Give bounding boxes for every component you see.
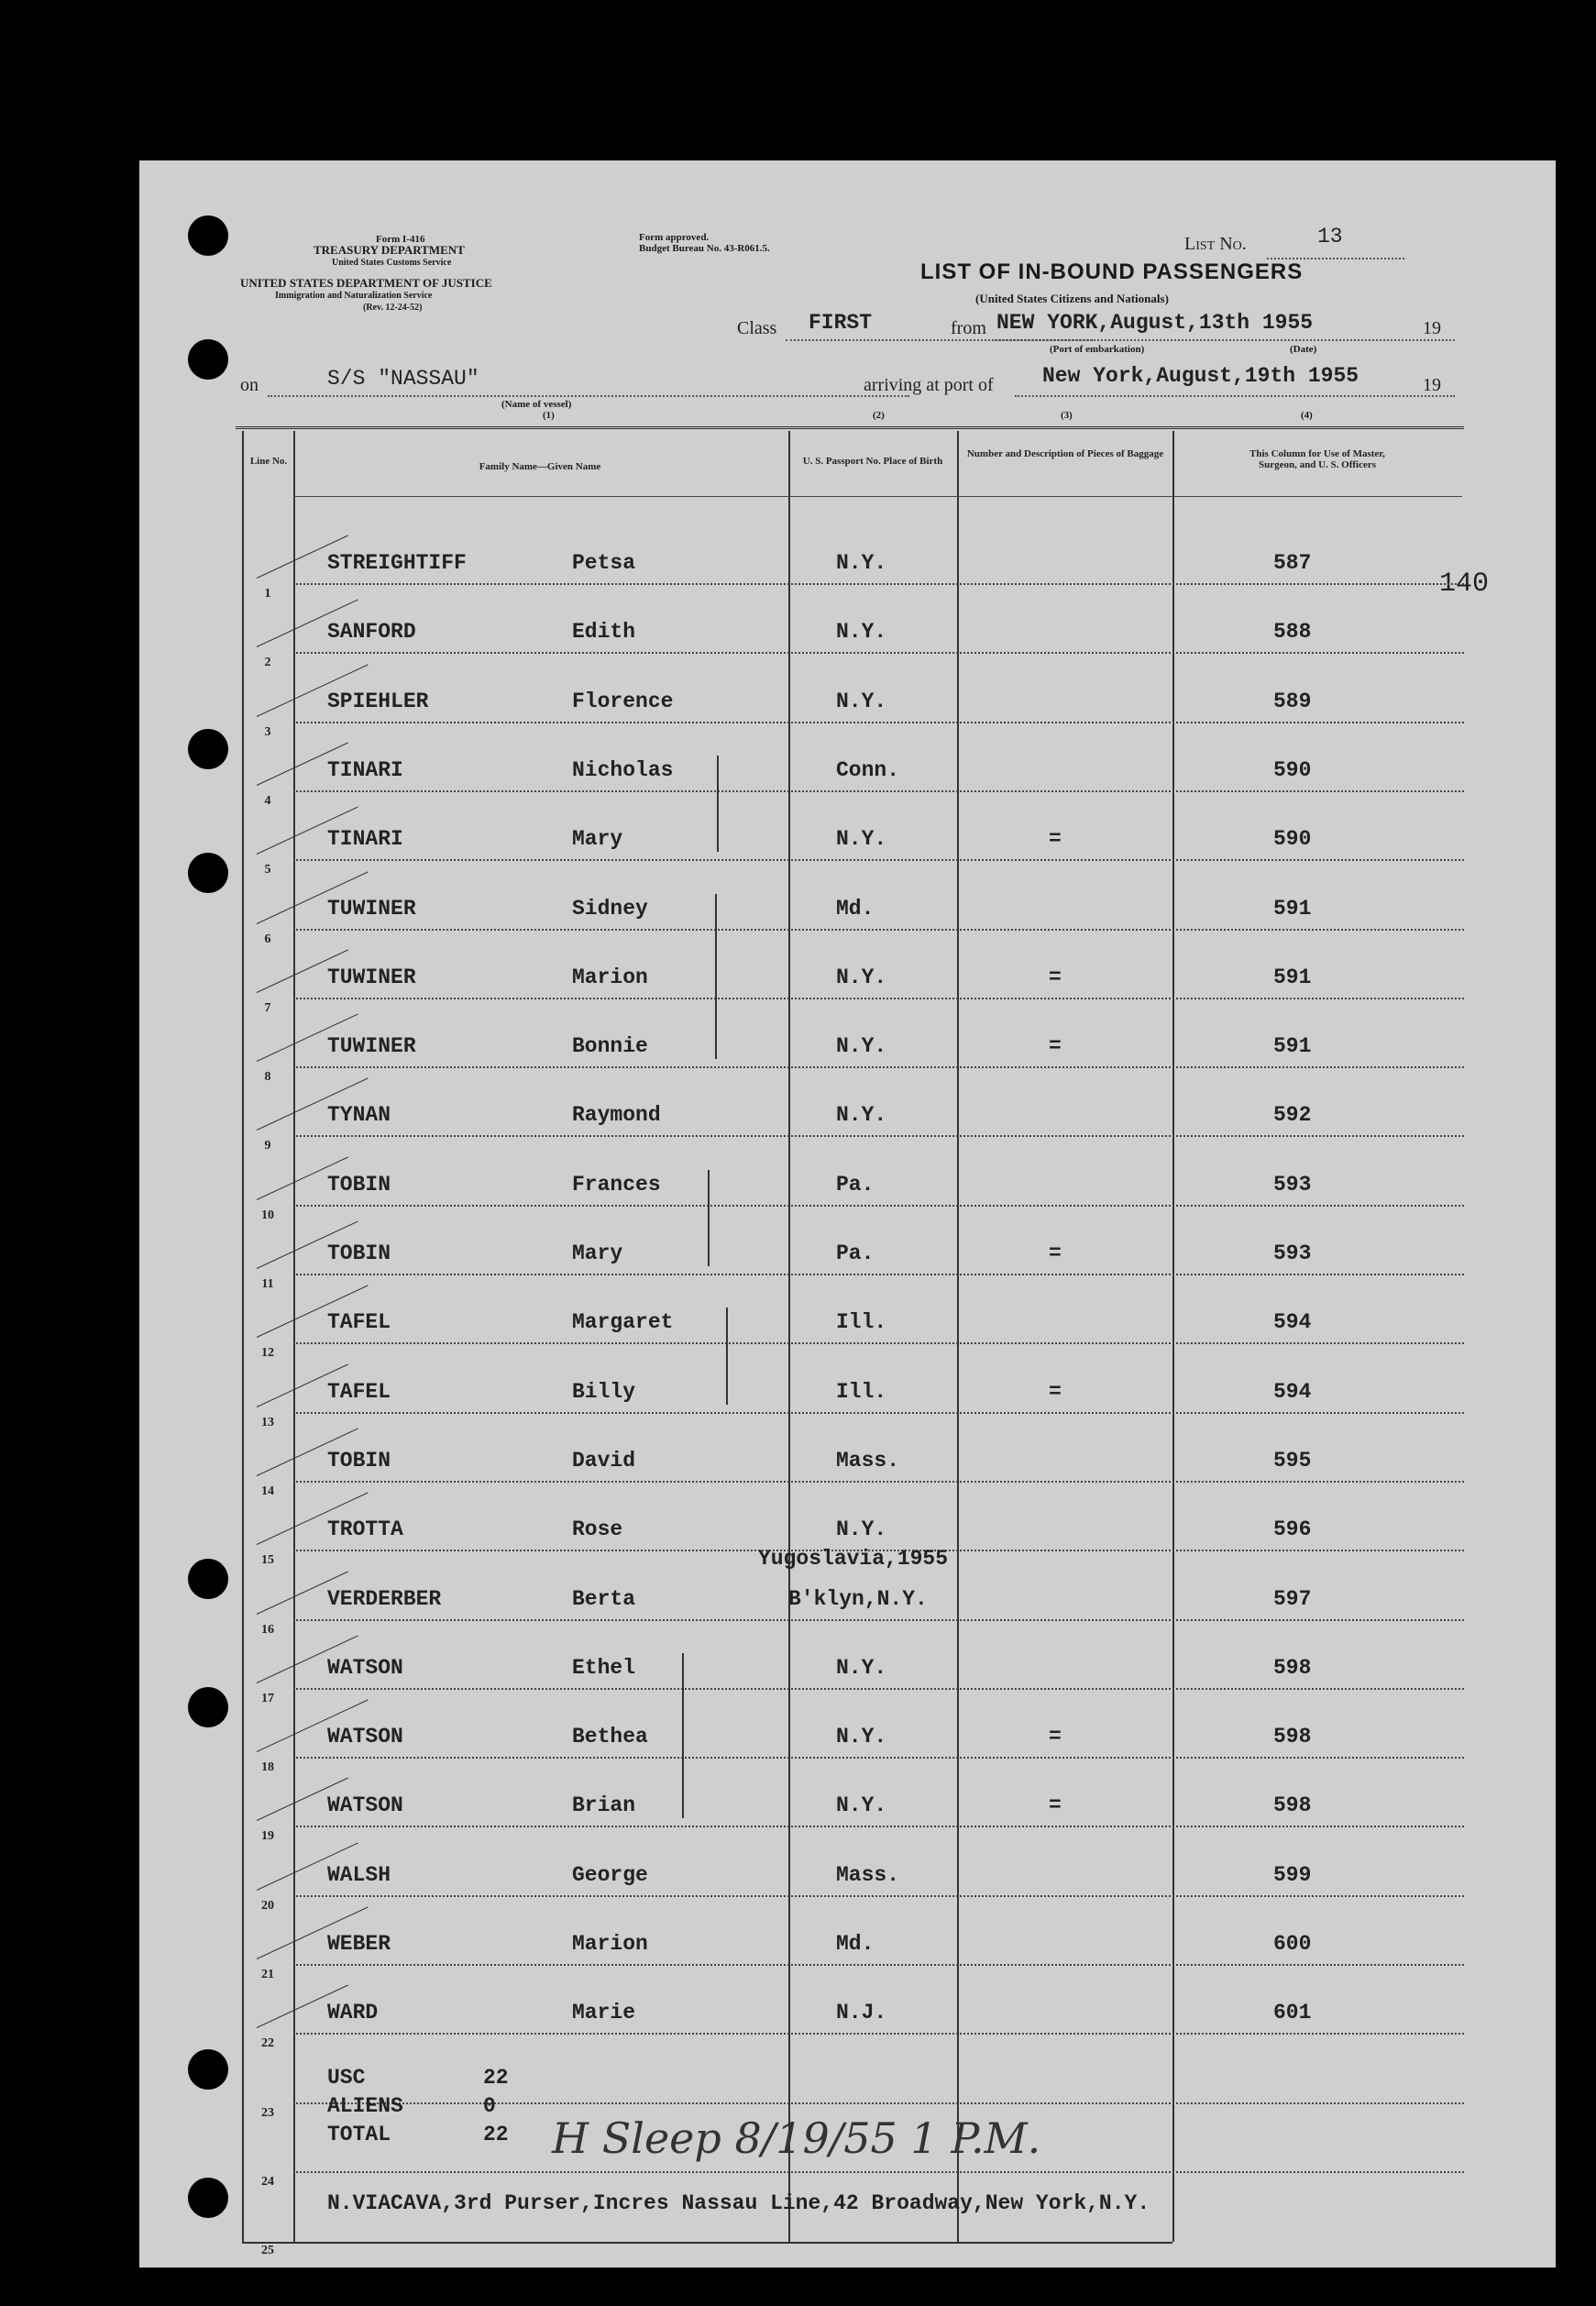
year-suffix-2: 19 xyxy=(1423,375,1441,395)
row-rule xyxy=(293,929,1464,931)
family-bracket xyxy=(717,756,719,852)
given-name: Petsa xyxy=(572,551,636,575)
punch-hole xyxy=(188,2178,228,2218)
family-name: TOBIN xyxy=(327,1172,391,1197)
given-name: Marion xyxy=(572,965,648,989)
baggage-mark: = xyxy=(1049,827,1062,852)
officer-number: 590 xyxy=(1273,827,1312,852)
col-header-baggage: Number and Description of Pieces of Baggage xyxy=(966,448,1164,459)
family-name: WARD xyxy=(327,2001,379,2025)
line-number: 24 xyxy=(261,2174,274,2189)
row-rule xyxy=(293,2033,1464,2035)
baggage-mark: = xyxy=(1049,1241,1062,1265)
given-name: Billy xyxy=(572,1379,636,1404)
officer-number: 592 xyxy=(1273,1103,1312,1128)
row-rule xyxy=(293,1688,1464,1690)
family-name: SPIEHLER xyxy=(327,689,429,713)
place-of-birth: N.Y. xyxy=(836,689,887,713)
officer-number: 587 xyxy=(1273,551,1312,575)
officer-number: 595 xyxy=(1273,1448,1312,1473)
officer-number: 594 xyxy=(1273,1310,1312,1335)
line-number: 5 xyxy=(264,863,271,877)
row-rule xyxy=(293,2102,1464,2104)
punch-hole xyxy=(188,339,228,380)
place-of-birth: Pa. xyxy=(836,1241,875,1265)
row-rule xyxy=(293,1135,1464,1137)
col-header-line-no: Line No. xyxy=(249,456,288,467)
list-no-value: 13 xyxy=(1317,225,1343,248)
line-number: 3 xyxy=(264,724,271,739)
given-name: Margaret xyxy=(572,1310,674,1335)
given-name: Bonnie xyxy=(572,1034,648,1059)
list-no-label: List No. xyxy=(1184,234,1247,254)
baggage-mark: = xyxy=(1049,1379,1062,1404)
officer-number: 593 xyxy=(1273,1241,1312,1265)
given-name: Nicholas xyxy=(572,757,674,782)
family-name: WATSON xyxy=(327,1655,403,1680)
place-of-birth: N.Y. xyxy=(836,1103,887,1128)
family-name: TINARI xyxy=(327,757,403,782)
place-of-birth: Md. xyxy=(836,1932,875,1956)
on-label: on xyxy=(240,375,259,395)
form-number: Form I-416 xyxy=(376,234,425,245)
line-number: 4 xyxy=(264,793,271,808)
total-value: 22 xyxy=(483,2123,509,2146)
total-value: 22 xyxy=(483,2066,509,2090)
line-number: 1 xyxy=(264,587,271,601)
vessel-caption: (Name of vessel) xyxy=(501,399,572,410)
port-embarkation-caption: (Port of embarkation) xyxy=(1050,344,1145,355)
row-rule xyxy=(293,1412,1464,1414)
given-name: Rose xyxy=(572,1517,623,1542)
given-name: Ethel xyxy=(572,1655,636,1680)
handwritten-signature: H Sleep 8/19/55 1 P.M. xyxy=(552,2113,1041,2163)
officer-number: 594 xyxy=(1273,1379,1312,1404)
line-number: 2 xyxy=(264,656,271,670)
page-title: LIST OF IN-BOUND PASSENGERS xyxy=(920,259,1304,284)
line-number: 22 xyxy=(261,2036,274,2051)
given-name: Edith xyxy=(572,620,636,645)
row-rule xyxy=(293,722,1464,723)
caption-1: (1) xyxy=(543,410,555,421)
row-rule xyxy=(293,998,1464,999)
punch-hole xyxy=(188,853,228,893)
baggage-mark: = xyxy=(1049,1793,1062,1818)
line-number: 18 xyxy=(261,1760,274,1775)
line-number: 21 xyxy=(261,1968,274,1981)
place-of-birth: N.Y. xyxy=(836,1034,887,1059)
immigration-label: Immigration and Naturalization Service xyxy=(275,291,433,301)
family-name: TUWINER xyxy=(327,1034,416,1059)
given-name: Mary xyxy=(572,1241,623,1265)
row-rule xyxy=(293,1964,1464,1966)
family-name: WATSON xyxy=(327,1793,403,1818)
family-name: TUWINER xyxy=(327,965,416,989)
baggage-mark: = xyxy=(1049,965,1062,989)
place-of-birth: N.Y. xyxy=(836,965,887,989)
row16-extra-birth: Yugoslavia,1955 xyxy=(758,1547,949,1571)
given-name: Florence xyxy=(572,689,674,713)
given-name: Marie xyxy=(572,2001,636,2025)
given-name: Marion xyxy=(572,1932,648,1956)
customs-label: United States Customs Service xyxy=(332,258,452,268)
caption-2: (2) xyxy=(873,410,885,421)
row-rule xyxy=(293,1342,1464,1344)
officer-number: 597 xyxy=(1273,1586,1312,1611)
place-of-birth: Ill. xyxy=(836,1310,887,1335)
family-bracket xyxy=(708,1170,710,1266)
rev-label: (Rev. 12-24-52) xyxy=(363,303,423,313)
row-rule xyxy=(293,859,1464,861)
date-caption: (Date) xyxy=(1290,344,1317,355)
line-number: 15 xyxy=(261,1553,274,1568)
purser-line: N.VIACAVA,3rd Purser,Incres Nassau Line,42 Broadway,New York,N.Y. xyxy=(327,2191,1150,2215)
place-of-birth: N.Y. xyxy=(836,1517,887,1542)
place-of-birth: N.Y. xyxy=(836,1725,887,1749)
given-name: Frances xyxy=(572,1172,661,1197)
family-bracket xyxy=(682,1653,684,1819)
given-name: Raymond xyxy=(572,1103,661,1128)
row-rule xyxy=(293,790,1464,792)
row-rule xyxy=(293,1274,1464,1275)
row-rule xyxy=(293,1895,1464,1897)
place-of-birth: Md. xyxy=(836,896,875,921)
family-bracket xyxy=(715,894,717,1060)
line-number: 11 xyxy=(261,1277,274,1291)
total-label: USC xyxy=(327,2066,366,2090)
family-name: TINARI xyxy=(327,827,403,852)
line-number: 12 xyxy=(261,1346,274,1361)
place-of-birth: Pa. xyxy=(836,1172,875,1197)
officer-number: 591 xyxy=(1273,1034,1312,1059)
family-name: VERDERBER xyxy=(327,1586,442,1611)
class-value: FIRST xyxy=(809,311,873,335)
col-header-name: Family Name—Given Name xyxy=(479,461,601,472)
page-subtitle: (United States Citizens and Nationals) xyxy=(975,292,1169,305)
line-number: 14 xyxy=(261,1484,274,1498)
family-name: TUWINER xyxy=(327,896,416,921)
officer-number: 591 xyxy=(1273,965,1312,989)
place-of-birth: N.Y. xyxy=(836,620,887,645)
line-number: 9 xyxy=(264,1139,271,1153)
total-label: ALIENS xyxy=(327,2094,403,2118)
officer-number: 588 xyxy=(1273,620,1312,645)
row-rule xyxy=(293,1205,1464,1207)
family-name: TOBIN xyxy=(327,1448,391,1473)
baggage-mark: = xyxy=(1049,1034,1062,1059)
given-name: David xyxy=(572,1448,636,1473)
place-of-birth: Mass. xyxy=(836,1448,900,1473)
arriving-label: arriving at port of xyxy=(864,375,994,395)
col-header-passport: U. S. Passport No. Place of Birth xyxy=(802,456,943,467)
line-number: 20 xyxy=(261,1898,274,1913)
given-name: Brian xyxy=(572,1793,636,1818)
officer-number: 601 xyxy=(1273,2001,1312,2025)
punch-hole xyxy=(188,1559,228,1599)
line-number: 6 xyxy=(264,932,271,946)
caption-4: (4) xyxy=(1301,410,1313,421)
line-number: 10 xyxy=(261,1208,274,1222)
punch-hole xyxy=(188,215,228,256)
total-value: 0 xyxy=(483,2094,496,2118)
family-name: STREIGHTIFF xyxy=(327,551,467,575)
officer-number: 598 xyxy=(1273,1655,1312,1680)
place-of-birth: N.Y. xyxy=(836,551,887,575)
row-rule xyxy=(293,583,1464,585)
officer-number: 600 xyxy=(1273,1932,1312,1956)
given-name: Sidney xyxy=(572,896,648,921)
punch-hole xyxy=(188,2049,228,2090)
punch-hole xyxy=(188,1687,228,1727)
year-suffix: 19 xyxy=(1423,318,1441,338)
place-of-birth: N.J. xyxy=(836,2001,887,2025)
place-of-birth: Ill. xyxy=(836,1379,887,1404)
caption-3: (3) xyxy=(1061,410,1073,421)
treasury-label: TREASURY DEPARTMENT xyxy=(314,243,465,257)
line-number: 23 xyxy=(261,2105,274,2120)
line-number: 13 xyxy=(261,1415,274,1429)
line-number: 16 xyxy=(261,1622,274,1637)
row-rule xyxy=(293,1481,1464,1483)
row-rule xyxy=(293,2171,1464,2173)
given-name: Mary xyxy=(572,827,623,852)
row-rule xyxy=(293,1757,1464,1759)
line-number: 8 xyxy=(264,1070,271,1085)
place-of-birth: N.Y. xyxy=(836,1793,887,1818)
officer-number: 598 xyxy=(1273,1793,1312,1818)
family-name: WATSON xyxy=(327,1725,403,1749)
arriving-value: New York,August,19th 1955 xyxy=(1042,364,1359,388)
line-number: 17 xyxy=(261,1691,274,1705)
place-of-birth: B'klyn,N.Y. xyxy=(788,1586,928,1611)
family-name: TYNAN xyxy=(327,1103,391,1128)
given-name: George xyxy=(572,1862,648,1887)
from-value: NEW YORK,August,13th 1955 xyxy=(996,311,1314,335)
budget-bureau: Budget Bureau No. 43-R061.5. xyxy=(639,243,770,254)
col-header-officers: This Column for Use of Master, Surgeon, and U. S. Officers xyxy=(1249,448,1385,470)
family-name: TROTTA xyxy=(327,1517,403,1542)
officer-number: 598 xyxy=(1273,1725,1312,1749)
punch-hole xyxy=(188,729,228,769)
class-label: Class xyxy=(737,318,777,338)
family-name: TAFEL xyxy=(327,1379,391,1404)
family-name: WALSH xyxy=(327,1862,391,1887)
document-page xyxy=(139,160,1556,2267)
officer-number: 589 xyxy=(1273,689,1312,713)
line-number: 19 xyxy=(261,1829,274,1844)
family-name: TAFEL xyxy=(327,1310,391,1335)
from-label: from xyxy=(951,318,986,338)
row-rule xyxy=(293,1619,1464,1621)
row-rule xyxy=(293,1826,1464,1827)
baggage-mark: = xyxy=(1049,1725,1062,1749)
officer-number: 590 xyxy=(1273,757,1312,782)
officer-number: 599 xyxy=(1273,1862,1312,1887)
place-of-birth: N.Y. xyxy=(836,827,887,852)
place-of-birth: Conn. xyxy=(836,757,900,782)
officer-number: 593 xyxy=(1273,1172,1312,1197)
justice-label: UNITED STATES DEPARTMENT OF JUSTICE xyxy=(240,276,492,290)
row-rule xyxy=(293,1066,1464,1068)
margin-note: 140 xyxy=(1439,568,1490,600)
row-rule xyxy=(293,652,1464,654)
place-of-birth: N.Y. xyxy=(836,1655,887,1680)
officer-number: 591 xyxy=(1273,896,1312,921)
family-name: WEBER xyxy=(327,1932,391,1956)
family-name: TOBIN xyxy=(327,1241,391,1265)
vessel-name: S/S "NASSAU" xyxy=(327,367,479,391)
line-number: 25 xyxy=(261,2244,274,2258)
line-number: 7 xyxy=(264,1000,271,1015)
total-label: TOTAL xyxy=(327,2123,391,2146)
table-top-rule xyxy=(236,426,1464,433)
officer-number: 596 xyxy=(1273,1517,1312,1542)
family-bracket xyxy=(726,1307,728,1404)
form-approved: Form approved. xyxy=(639,232,710,243)
given-name: Bethea xyxy=(572,1725,648,1749)
given-name: Berta xyxy=(572,1586,636,1611)
family-name: SANFORD xyxy=(327,620,416,645)
place-of-birth: Mass. xyxy=(836,1862,900,1887)
